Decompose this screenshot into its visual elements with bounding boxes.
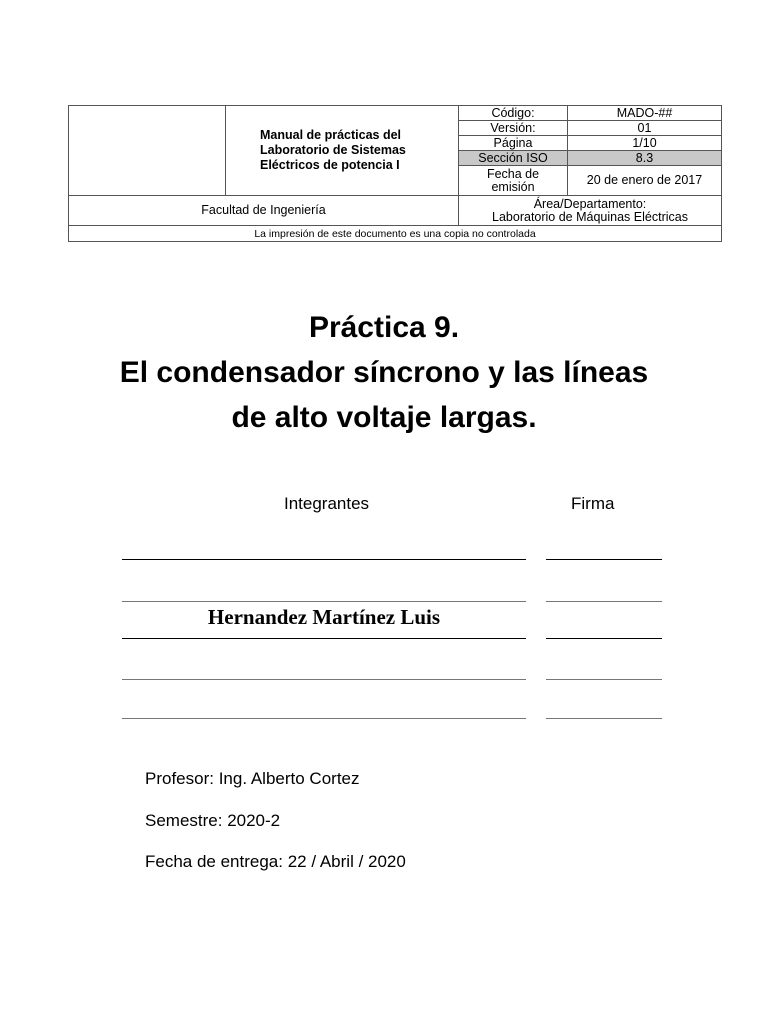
semestre-text: Semestre: 2020-2 [145, 811, 281, 830]
fecha-emision-label: Fecha de emisión [459, 166, 568, 196]
title-line-3: de alto voltaje largas. [231, 401, 537, 434]
member-line-1 [122, 559, 526, 560]
codigo-value: MADO-## [568, 106, 722, 121]
version-label: Versión: [459, 121, 568, 136]
signature-line-4 [546, 679, 662, 680]
member-name: Hernandez Martínez Luis [207, 605, 441, 629]
member-line-4 [122, 679, 526, 680]
manual-title: Manual de prácticas del Laboratorio de Sistemas Eléctricos de potencia I [226, 106, 459, 196]
document-header-table [68, 105, 722, 242]
seccion-iso-label: Sección ISO [459, 151, 568, 166]
profesor-text: Profesor: Ing. Alberto Cortez [145, 769, 360, 788]
fecha-emision-value: 20 de enero de 2017 [568, 166, 722, 196]
signature-line-3 [546, 638, 662, 639]
signature-line-2 [546, 601, 662, 602]
fecha-entrega-text: Fecha de entrega: 22 / Abril / 2020 [145, 852, 406, 871]
disclaimer: La impresión de este documento es una copia no controlada [69, 226, 722, 242]
member-line-3 [122, 638, 526, 639]
seccion-iso-value: 8.3 [568, 151, 722, 166]
pagina-value: 1/10 [568, 136, 722, 151]
area-cell: Área/Departamento: Laboratorio de Máquinas Eléctricas [459, 196, 722, 226]
practice-title [60, 305, 708, 440]
title-line-2: El condensador síncrono y las líneas [119, 356, 649, 389]
pagina-label: Página [459, 136, 568, 151]
member-line-5 [122, 718, 526, 719]
firma-heading: Firma [571, 494, 615, 513]
codigo-label: Código: [459, 106, 568, 121]
logo-cell [69, 106, 226, 196]
version-value: 01 [568, 121, 722, 136]
member-line-2 [122, 601, 526, 602]
title-line-1: Práctica 9. [308, 311, 460, 344]
facultad-cell: Facultad de Ingeniería [69, 196, 459, 226]
signature-line-5 [546, 718, 662, 719]
integrantes-heading: Integrantes [284, 494, 370, 513]
signature-line-1 [546, 559, 662, 560]
